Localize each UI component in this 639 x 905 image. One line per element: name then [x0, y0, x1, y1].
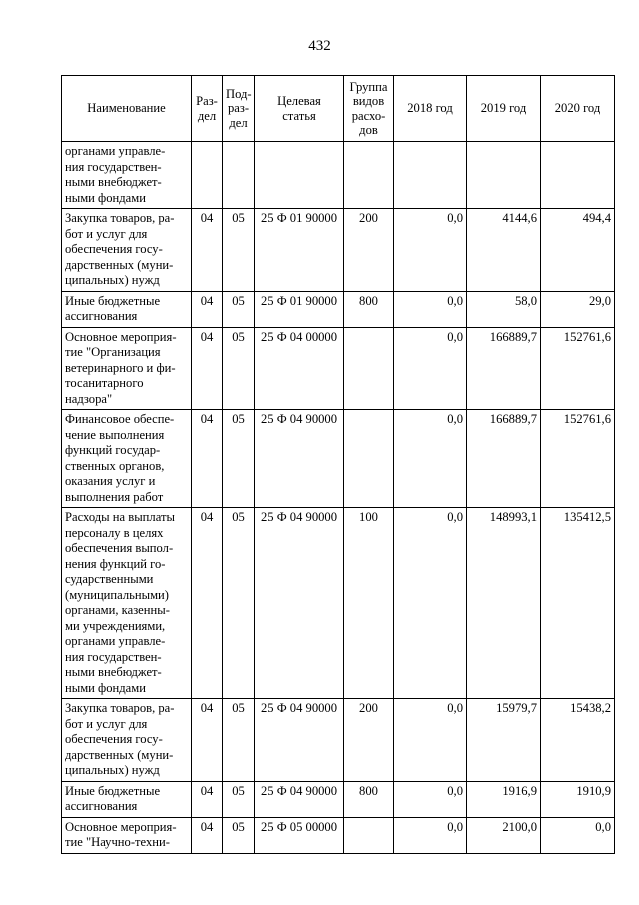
cell-2019: 166889,7 [467, 327, 541, 410]
cell-subsection [223, 142, 255, 209]
cell-expense-group: 100 [344, 508, 394, 699]
cell-name: Основное мероприя- тие "Научно-техни- [62, 817, 192, 853]
cell-expense-group [344, 142, 394, 209]
table-row [62, 209, 615, 292]
cell-2019: 166889,7 [467, 410, 541, 508]
cell-target-article: 25 Ф 04 00000 [255, 327, 344, 410]
cell-target-article: 25 Ф 04 90000 [255, 410, 344, 508]
cell-section: 04 [192, 781, 223, 817]
table-row [62, 508, 615, 699]
cell-2020: 15438,2 [541, 699, 615, 782]
cell-2019 [467, 142, 541, 209]
cell-expense-group [344, 410, 394, 508]
cell-2018 [394, 142, 467, 209]
cell-2019: 148993,1 [467, 508, 541, 699]
cell-2019: 2100,0 [467, 817, 541, 853]
cell-name: Финансовое обеспе- чение выполнения функций государ- ственных органов, оказания услуг и выполнения работ [62, 410, 192, 508]
cell-expense-group: 200 [344, 699, 394, 782]
cell-subsection: 05 [223, 817, 255, 853]
cell-target-article: 25 Ф 01 90000 [255, 209, 344, 292]
table-row [62, 781, 615, 817]
cell-section: 04 [192, 410, 223, 508]
cell-section: 04 [192, 817, 223, 853]
cell-expense-group [344, 327, 394, 410]
header-section: Раз- дел [192, 76, 223, 142]
cell-2018: 0,0 [394, 781, 467, 817]
cell-2018: 0,0 [394, 699, 467, 782]
cell-2020: 0,0 [541, 817, 615, 853]
page-number: 432 [308, 38, 331, 54]
cell-2019: 1916,9 [467, 781, 541, 817]
cell-target-article: 25 Ф 04 90000 [255, 781, 344, 817]
cell-2018: 0,0 [394, 291, 467, 327]
cell-target-article: 25 Ф 04 90000 [255, 699, 344, 782]
table-row [62, 699, 615, 782]
cell-section: 04 [192, 508, 223, 699]
cell-section: 04 [192, 699, 223, 782]
budget-table [61, 75, 615, 854]
cell-target-article: 25 Ф 05 00000 [255, 817, 344, 853]
cell-subsection: 05 [223, 508, 255, 699]
cell-section: 04 [192, 209, 223, 292]
table-row [62, 817, 615, 853]
cell-2020: 135412,5 [541, 508, 615, 699]
cell-2018: 0,0 [394, 209, 467, 292]
cell-expense-group [344, 817, 394, 853]
cell-target-article [255, 142, 344, 209]
cell-2020: 1910,9 [541, 781, 615, 817]
cell-2020 [541, 142, 615, 209]
cell-subsection: 05 [223, 327, 255, 410]
cell-2020: 494,4 [541, 209, 615, 292]
cell-name: Основное мероприя- тие "Организация ветеринарного и фи- тосанитарного надзора" [62, 327, 192, 410]
cell-subsection: 05 [223, 291, 255, 327]
cell-section: 04 [192, 327, 223, 410]
cell-name: Закупка товаров, ра- бот и услуг для обеспечения госу- дарственных (муни- ципальных) нужд [62, 209, 192, 292]
cell-2018: 0,0 [394, 817, 467, 853]
header-2018: 2018 год [394, 76, 467, 142]
cell-2018: 0,0 [394, 508, 467, 699]
cell-expense-group: 800 [344, 291, 394, 327]
cell-name: Иные бюджетные ассигнования [62, 781, 192, 817]
cell-subsection: 05 [223, 410, 255, 508]
header-target-article: Целевая статья [255, 76, 344, 142]
table-row [62, 327, 615, 410]
cell-target-article: 25 Ф 01 90000 [255, 291, 344, 327]
cell-2020: 152761,6 [541, 327, 615, 410]
cell-name: Иные бюджетные ассигнования [62, 291, 192, 327]
cell-2019: 58,0 [467, 291, 541, 327]
cell-expense-group: 800 [344, 781, 394, 817]
table-header-row [62, 76, 615, 142]
header-name: Наименование [62, 76, 192, 142]
cell-2019: 4144,6 [467, 209, 541, 292]
cell-2018: 0,0 [394, 410, 467, 508]
header-subsection: Под- раз- дел [223, 76, 255, 142]
header-expense-group: Группа видов расхо- дов [344, 76, 394, 142]
cell-name: Закупка товаров, ра- бот и услуг для обеспечения госу- дарственных (муни- ципальных) нужд [62, 699, 192, 782]
cell-section: 04 [192, 291, 223, 327]
cell-subsection: 05 [223, 209, 255, 292]
cell-expense-group: 200 [344, 209, 394, 292]
table-row [62, 291, 615, 327]
cell-name: органами управле- ния государствен- ными внебюджет- ными фондами [62, 142, 192, 209]
table-row [62, 142, 615, 209]
cell-2018: 0,0 [394, 327, 467, 410]
table-row [62, 410, 615, 508]
cell-section [192, 142, 223, 209]
cell-2020: 152761,6 [541, 410, 615, 508]
cell-target-article: 25 Ф 04 90000 [255, 508, 344, 699]
cell-2019: 15979,7 [467, 699, 541, 782]
header-2020: 2020 год [541, 76, 615, 142]
cell-subsection: 05 [223, 699, 255, 782]
cell-name: Расходы на выплаты персоналу в целях обеспечения выпол- нения функций го- сударственными (муниципальными) органами, казенны- ми учреждениями, органами управле- ния государствен- ными внебюджет- ными фондами [62, 508, 192, 699]
cell-2020: 29,0 [541, 291, 615, 327]
cell-subsection: 05 [223, 781, 255, 817]
header-2019: 2019 год [467, 76, 541, 142]
